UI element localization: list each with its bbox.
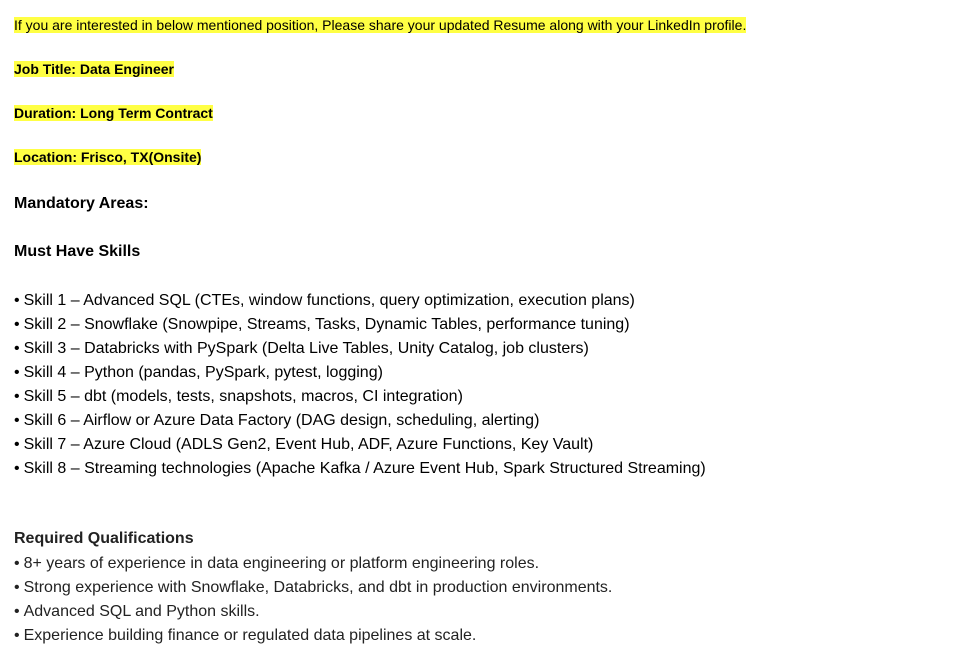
location: Location: Frisco, TX(Onsite): [14, 149, 202, 165]
duration: Duration: Long Term Contract: [14, 105, 213, 121]
list-item: [14, 289, 706, 313]
bullet: •: [14, 364, 20, 381]
qualification-text: 8+ years of experience in data engineering or platform engineering roles.: [23, 555, 540, 572]
list-item: [14, 576, 612, 600]
list-item: [14, 313, 706, 337]
duration-line: [14, 104, 213, 122]
bullet: •: [14, 460, 20, 477]
intro-highlight: If you are interested in below mentioned position, Please share your updated Resume along with your LinkedIn profile.: [14, 17, 747, 33]
skill-text: Skill 3 – Databricks with PySpark (Delta Live Tables, Unity Catalog, job clusters): [23, 340, 589, 357]
list-item: [14, 337, 706, 361]
bullet: •: [14, 627, 20, 644]
mandatory-areas-heading: Mandatory Areas:: [14, 195, 149, 212]
bullet: •: [14, 555, 20, 572]
bullet: •: [14, 436, 20, 453]
list-item: [14, 433, 706, 457]
list-item: [14, 385, 706, 409]
bullet: •: [14, 316, 20, 333]
skill-text: Skill 2 – Snowflake (Snowpipe, Streams, Tasks, Dynamic Tables, performance tuning): [23, 316, 630, 333]
list-item: [14, 552, 612, 576]
list-item: [14, 600, 612, 624]
bullet: •: [14, 340, 20, 357]
skill-text: Skill 5 – dbt (models, tests, snapshots, macros, CI integration): [23, 388, 463, 405]
job-title: Job Title: Data Engineer: [14, 61, 174, 77]
list-item: [14, 624, 612, 648]
skill-text: Skill 7 – Azure Cloud (ADLS Gen2, Event Hub, ADF, Azure Functions, Key Vault): [23, 436, 594, 453]
skill-text: Skill 6 – Airflow or Azure Data Factory (DAG design, scheduling, alerting): [23, 412, 540, 429]
qualification-text: Advanced SQL and Python skills.: [23, 603, 260, 620]
list-item: [14, 409, 706, 433]
job-title-line: [14, 60, 174, 78]
skill-text: Skill 4 – Python (pandas, PySpark, pytest, logging): [23, 364, 383, 381]
bullet: •: [14, 292, 20, 309]
qualification-text: Experience building finance or regulated data pipelines at scale.: [23, 627, 477, 644]
bullet: •: [14, 388, 20, 405]
qualifications-list: [14, 552, 612, 648]
qualification-text: Strong experience with Snowflake, Databricks, and dbt in production environments.: [23, 579, 613, 596]
required-qualifications-heading: Required Qualifications: [14, 530, 194, 547]
bullet: •: [14, 603, 20, 620]
list-item: [14, 361, 706, 385]
must-have-skills-heading: Must Have Skills: [14, 243, 141, 260]
skills-list: [14, 289, 706, 481]
location-line: [14, 148, 201, 166]
skill-text: Skill 1 – Advanced SQL (CTEs, window functions, query optimization, execution plans): [23, 292, 635, 309]
intro-text: [14, 16, 746, 34]
bullet: •: [14, 412, 20, 429]
list-item: [14, 457, 706, 481]
skill-text: Skill 8 – Streaming technologies (Apache Kafka / Azure Event Hub, Spark Structured Streaming): [23, 460, 706, 477]
bullet: •: [14, 579, 20, 596]
